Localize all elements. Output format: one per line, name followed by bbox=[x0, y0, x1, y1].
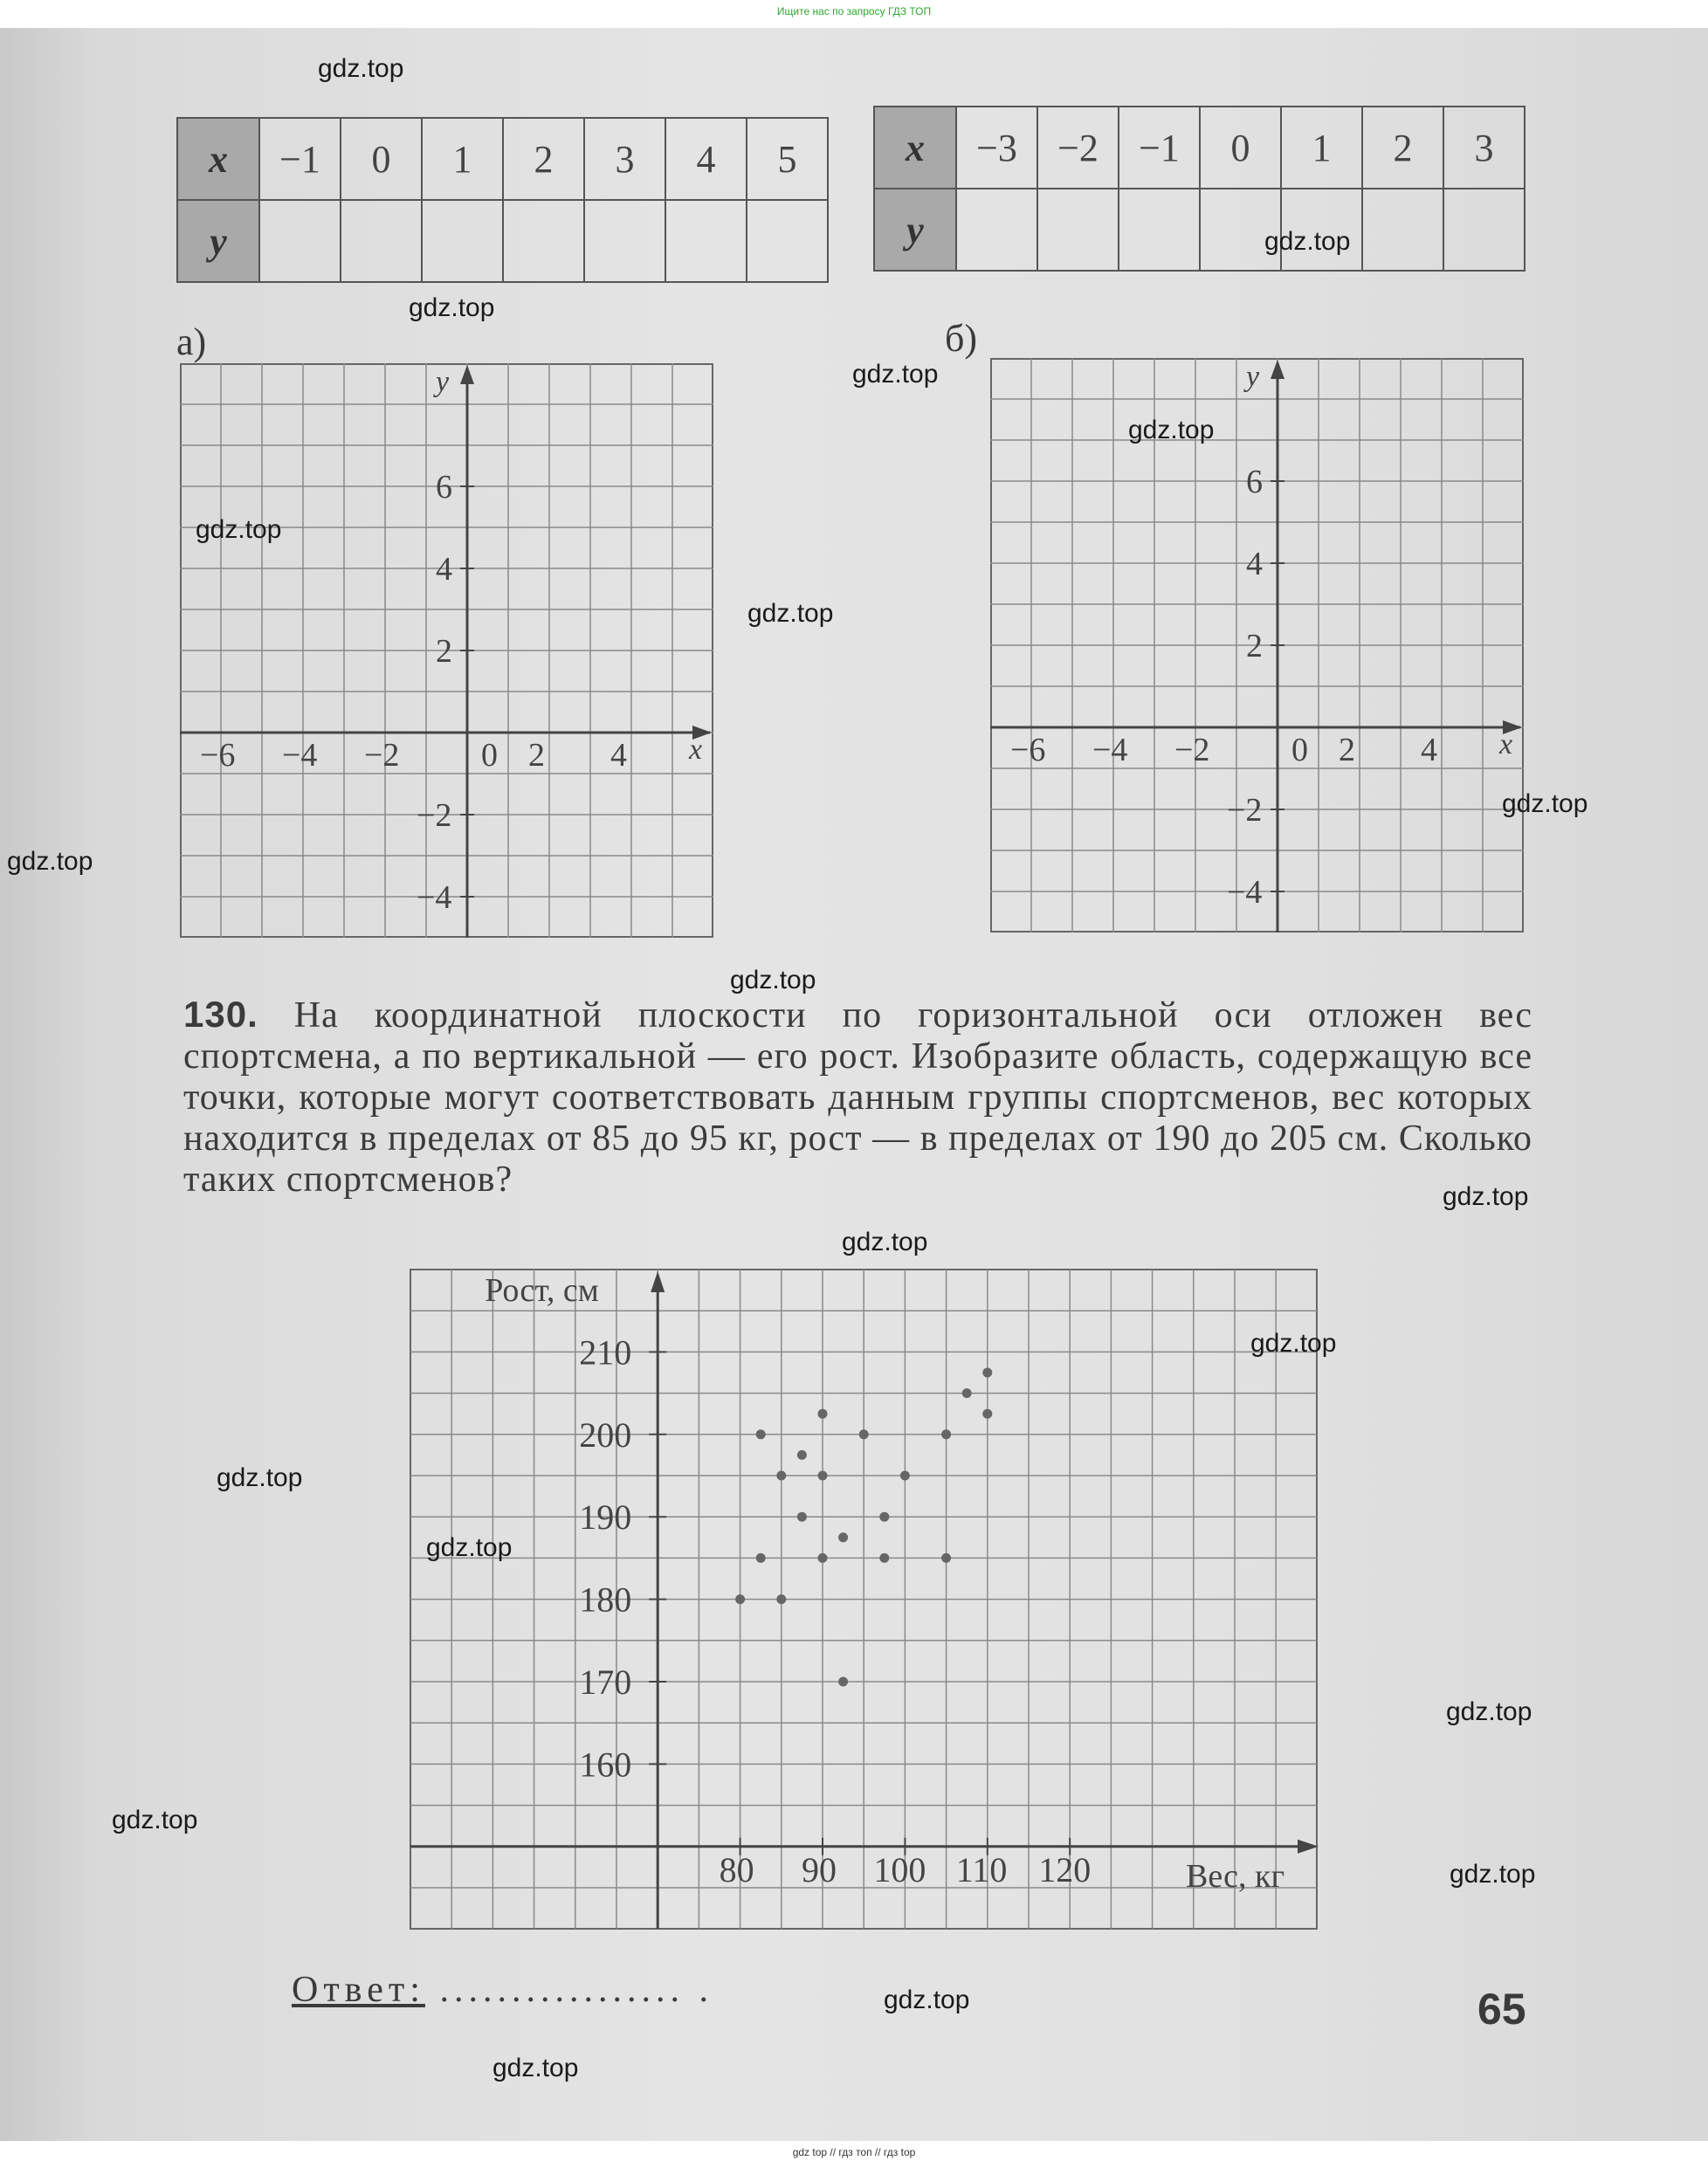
page-number: 65 bbox=[1477, 1985, 1526, 2034]
y-tick-label: 190 bbox=[579, 1497, 632, 1538]
table-b-x-cell: −1 bbox=[1119, 107, 1200, 189]
table-b-x-cell: −3 bbox=[956, 107, 1037, 189]
graph-a-label: а) bbox=[176, 320, 207, 363]
y-tick-label: 2 bbox=[436, 633, 452, 670]
y-tick-label: 6 bbox=[436, 469, 452, 506]
table-b-y-cell[interactable] bbox=[1362, 189, 1443, 271]
x-tick-label: 90 bbox=[802, 1849, 837, 1889]
watermark: gdz.top bbox=[112, 1806, 198, 1834]
coordinate-grid-b[interactable] bbox=[990, 358, 1532, 943]
y-axis-arrow bbox=[1271, 360, 1284, 379]
watermark: gdz.top bbox=[196, 515, 282, 544]
y-tick-label: 170 bbox=[579, 1662, 632, 1702]
watermark: gdz.top bbox=[1128, 416, 1215, 444]
data-point bbox=[879, 1553, 889, 1563]
problem-text: На координатной плоскости по горизонтальной оси отложен вес спортсмена, а по вертикальной — его рост. Изобразите область, содержащую все точки, которые могут соответствовать данным группы спортсменов, вес которых находится в пределах от 85 до 95 кг, рост — в пределах от 190 до 205 см. Сколько таких спортсменов? bbox=[183, 995, 1532, 1200]
table-a-y-cell[interactable] bbox=[503, 200, 584, 282]
table-a-y-cell[interactable] bbox=[665, 200, 747, 282]
y-tick-label: −2 bbox=[1227, 792, 1263, 829]
table-b-x-cell: 2 bbox=[1362, 107, 1443, 189]
data-point bbox=[962, 1388, 972, 1398]
table-b-y-cell[interactable] bbox=[1119, 189, 1200, 271]
x-axis-title: Вес, кг bbox=[1186, 1857, 1285, 1895]
y-tick-label: 180 bbox=[579, 1580, 632, 1620]
x-tick-label: −2 bbox=[364, 737, 400, 774]
watermark: gdz.top bbox=[852, 360, 939, 389]
data-point bbox=[776, 1594, 786, 1604]
data-point bbox=[941, 1429, 951, 1439]
y-tick-label: −4 bbox=[417, 879, 452, 916]
watermark: gdz.top bbox=[1446, 1697, 1532, 1726]
data-point bbox=[818, 1471, 828, 1481]
data-point bbox=[941, 1553, 951, 1563]
value-table-a bbox=[176, 117, 829, 283]
watermark: gdz.top bbox=[217, 1463, 303, 1492]
table-b-y-header: y bbox=[874, 189, 956, 271]
x-tick-label: −6 bbox=[200, 737, 236, 774]
watermark: gdz.top bbox=[409, 293, 495, 322]
answer-dots: ................. . bbox=[439, 1970, 713, 2010]
x-tick-label: 4 bbox=[1421, 732, 1437, 768]
table-b-x-cell: 3 bbox=[1443, 107, 1525, 189]
table-b-y-cell[interactable] bbox=[1037, 189, 1119, 271]
x-tick-label: 0 bbox=[481, 737, 498, 774]
data-point bbox=[879, 1512, 889, 1522]
y-axis-title: Рост, см bbox=[485, 1272, 599, 1309]
data-point bbox=[797, 1450, 807, 1460]
table-a-x-cell: −1 bbox=[259, 118, 341, 200]
watermark: gdz.top bbox=[1443, 1182, 1529, 1211]
data-point bbox=[797, 1512, 807, 1522]
x-axis-label: x bbox=[1499, 728, 1513, 761]
watermark: gdz.top bbox=[842, 1228, 928, 1256]
data-point bbox=[756, 1553, 766, 1563]
data-point bbox=[838, 1677, 848, 1687]
y-tick-label: −4 bbox=[1227, 874, 1263, 911]
answer-line[interactable] bbox=[292, 1969, 713, 2011]
data-point bbox=[818, 1409, 828, 1419]
table-a-y-header: y bbox=[177, 200, 259, 282]
y-axis-label: y bbox=[436, 366, 450, 398]
watermark: gdz.top bbox=[1250, 1329, 1337, 1358]
table-b-x-cell: −2 bbox=[1037, 107, 1119, 189]
y-tick-label: 200 bbox=[579, 1414, 632, 1455]
x-tick-label: −6 bbox=[1010, 732, 1046, 768]
watermark: gdz.top bbox=[747, 599, 834, 628]
data-point bbox=[982, 1409, 992, 1419]
bottom-banner: gdz top // гдз топ // гдз top bbox=[792, 2146, 916, 2158]
problem-number: 130. bbox=[183, 994, 258, 1035]
watermark: gdz.top bbox=[730, 966, 816, 995]
x-tick-label: 2 bbox=[528, 737, 545, 774]
scatter-chart[interactable] bbox=[403, 1264, 1320, 1937]
data-point bbox=[818, 1553, 828, 1563]
y-tick-label: 4 bbox=[1246, 546, 1263, 582]
watermark: gdz.top bbox=[1502, 789, 1588, 818]
table-a-x-header: x bbox=[177, 118, 259, 200]
x-tick-label: −4 bbox=[282, 737, 318, 774]
watermark: gdz.top bbox=[7, 847, 93, 876]
table-a-x-cell: 3 bbox=[584, 118, 665, 200]
data-point bbox=[900, 1471, 910, 1481]
x-axis-arrow bbox=[1298, 1840, 1319, 1854]
x-tick-label: 4 bbox=[610, 737, 627, 774]
coordinate-grid-a[interactable] bbox=[180, 363, 721, 948]
table-a-y-cell[interactable] bbox=[341, 200, 422, 282]
table-b-x-header: x bbox=[874, 107, 956, 189]
data-point bbox=[776, 1471, 786, 1481]
table-b-x-cell: 0 bbox=[1200, 107, 1281, 189]
top-banner: Ищите нас по запросу ГДЗ ТОП bbox=[776, 5, 932, 17]
watermark: gdz.top bbox=[318, 54, 404, 83]
y-tick-label: 160 bbox=[579, 1745, 632, 1785]
table-a-y-cell[interactable] bbox=[422, 200, 503, 282]
watermark: gdz.top bbox=[1450, 1860, 1536, 1889]
value-table-b bbox=[873, 106, 1525, 272]
table-a-x-cell: 1 bbox=[422, 118, 503, 200]
table-b-y-cell[interactable] bbox=[1443, 189, 1525, 271]
data-point bbox=[859, 1429, 869, 1439]
y-axis-label: y bbox=[1246, 361, 1260, 393]
x-tick-label: 80 bbox=[719, 1849, 754, 1889]
graph-b-label: б) bbox=[945, 317, 978, 360]
y-tick-label: 6 bbox=[1246, 464, 1263, 500]
table-b-x-cell: 1 bbox=[1281, 107, 1362, 189]
x-tick-label: 2 bbox=[1339, 732, 1355, 768]
problem-130 bbox=[183, 994, 1532, 1201]
x-tick-label: 0 bbox=[1291, 732, 1308, 768]
y-tick-label: −2 bbox=[417, 797, 452, 834]
data-point bbox=[838, 1532, 848, 1542]
table-a-x-cell: 2 bbox=[503, 118, 584, 200]
x-tick-label: 110 bbox=[955, 1849, 1008, 1889]
y-tick-label: 2 bbox=[1246, 628, 1263, 664]
table-a-x-cell: 0 bbox=[341, 118, 422, 200]
watermark: gdz.top bbox=[492, 2054, 579, 2082]
x-tick-label: −4 bbox=[1092, 732, 1128, 768]
x-tick-label: 120 bbox=[1038, 1849, 1092, 1889]
watermark: gdz.top bbox=[426, 1533, 513, 1562]
watermark: gdz.top bbox=[884, 1986, 970, 2014]
table-a-x-cell: 4 bbox=[665, 118, 747, 200]
data-point bbox=[982, 1368, 992, 1378]
y-tick-label: 4 bbox=[436, 551, 452, 588]
y-axis-arrow bbox=[651, 1271, 665, 1292]
data-point bbox=[756, 1429, 766, 1439]
table-a-y-cell[interactable] bbox=[259, 200, 341, 282]
x-axis-label: x bbox=[689, 733, 703, 766]
table-a-y-cell[interactable] bbox=[584, 200, 665, 282]
table-a-y-cell[interactable] bbox=[747, 200, 828, 282]
x-tick-label: −2 bbox=[1174, 732, 1210, 768]
y-axis-arrow bbox=[460, 365, 474, 384]
watermark: gdz.top bbox=[1264, 227, 1351, 256]
data-point bbox=[735, 1594, 745, 1604]
x-tick-label: 100 bbox=[873, 1849, 926, 1889]
table-b-y-cell[interactable] bbox=[956, 189, 1037, 271]
table-a-x-cell: 5 bbox=[747, 118, 828, 200]
answer-label: Ответ: bbox=[292, 1970, 425, 2010]
y-tick-label: 210 bbox=[579, 1332, 632, 1373]
